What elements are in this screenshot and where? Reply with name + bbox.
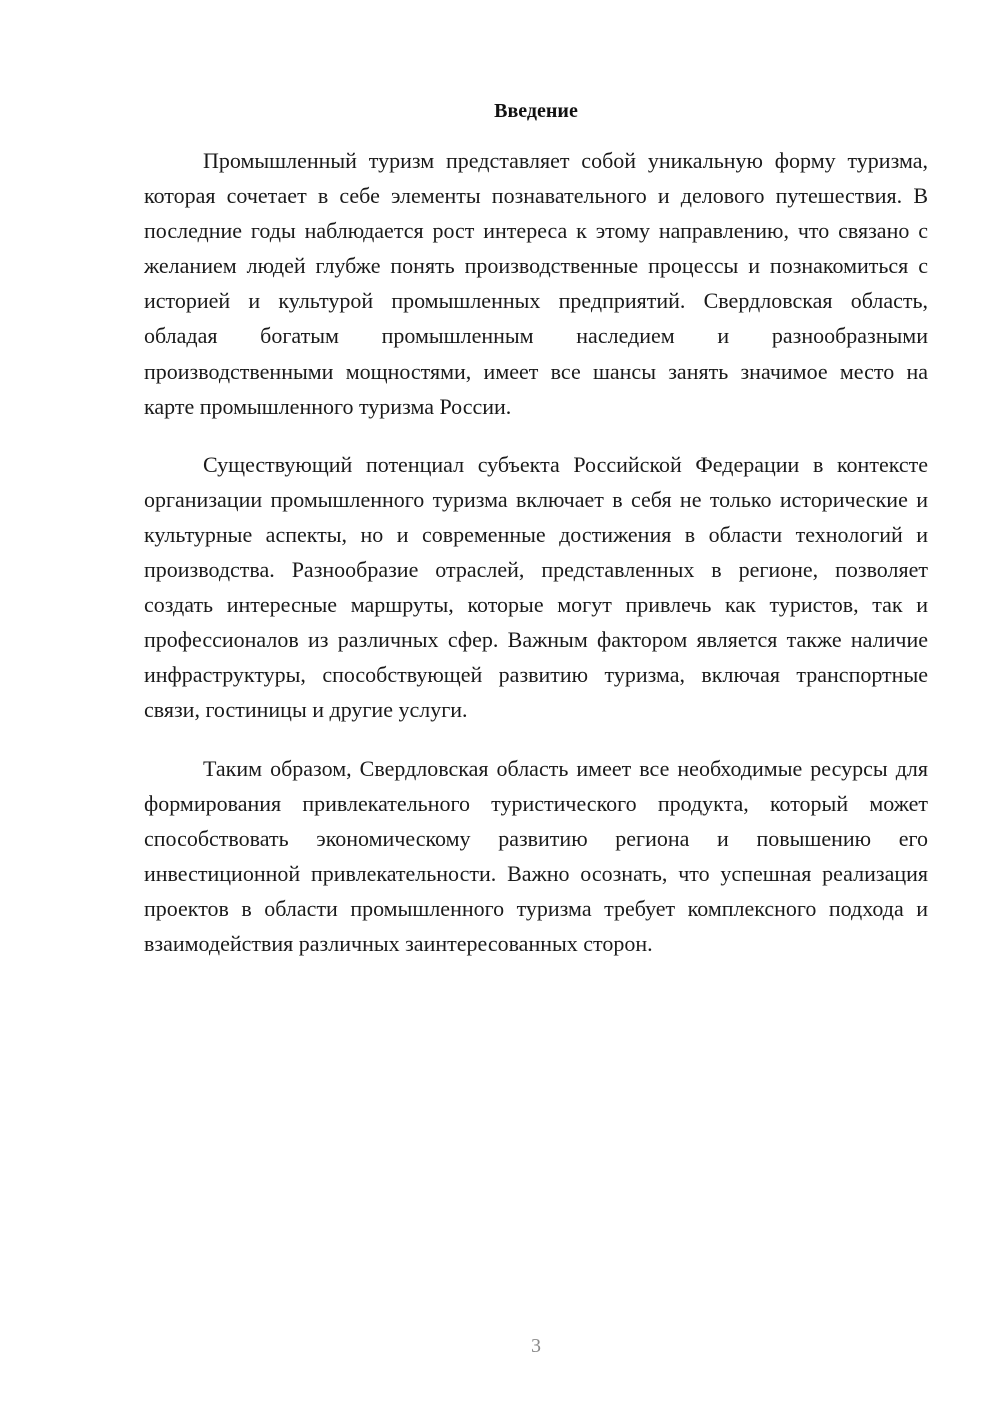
page-number: 3	[531, 1335, 541, 1357]
section-heading: Введение	[494, 100, 578, 122]
paragraph-3: Таким образом, Свердловская область имеет все необходимые ресурсы для формирования привлекательного туристического продукта, который может способствовать экономическому развитию региона и повышению его инвестиционной привлекательности. Важно осознать, что успешная реализация проектов в области промышленного туризма требует комплексного подхода и взаимодействия различных заинтересованных сторон.	[144, 755, 928, 956]
paragraph-1: Промышленный туризм представляет собой уникальную форму туризма, которая сочетает в себе элементы познавательного и делового путешествия. В последние годы наблюдается рост интереса к этому направлению, что связано с желанием людей глубже понять производственные процессы и познакомиться с историей и культурой промышленных предприятий. Свердловская область, обладая богатым промышленным наследием и разнообразными производственными мощностями, имеет все шансы занять значимое место на карте промышленного туризма России.	[144, 148, 928, 419]
body-text	[144, 143, 928, 984]
paragraph-2: Существующий потенциал субъекта Российской Федерации в контексте организации промышленного туризма включает в себя не только исторические и культурные аспекты, но и современные достижения в области технологий и производства. Разнообразие отраслей, представленных в регионе, позволяет создать интересные маршруты, которые могут привлечь как туристов, так и профессионалов из различных сфер. Важным фактором является также наличие инфраструктуры, способствующей развитию туризма, включая транспортные связи, гостиницы и другие услуги.	[144, 451, 928, 723]
